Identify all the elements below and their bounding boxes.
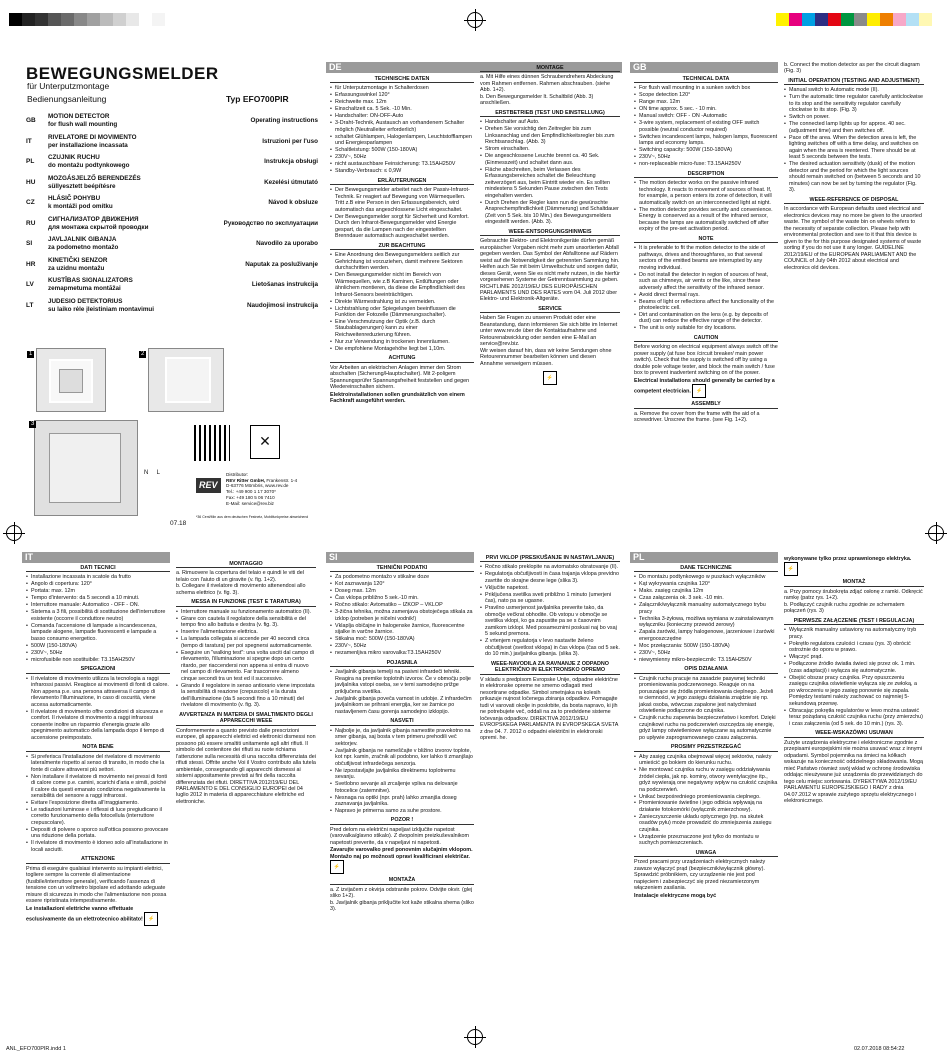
list-item: • Il rivelatore di movimento utilizza la tecnologia a raggi infrarossi passivi. Reagisce ai movimenti di fonti di calore. Non appena p.e. una persona attraversa il campo di rilevamento l'illuminazione, in caso di oscurità, viene accesa automaticamente. <box>26 676 170 708</box>
list-item: • 3-Draht-Technik, Austausch an vorhandenem Schalter möglich (Neutralleiter erforderlich) <box>330 120 474 133</box>
list-item: • non-replaceable micro-fuse: T3.15AH250V <box>634 161 778 167</box>
list-item: • schaltet Glühlampen, Halogenlampen, Leuchtstofflampen und Energiesparlampen <box>330 134 474 147</box>
detection-pattern-icon <box>194 425 230 461</box>
language-entry-ru <box>26 216 318 234</box>
language-t3: Naudojimosi instrukcija <box>246 301 318 309</box>
bullet-list <box>784 87 924 193</box>
language-t2: süllyesztett beépítésre <box>48 182 116 190</box>
list-item: • Interruttore manuale su funzionamento automatico (II). <box>176 609 316 615</box>
section-heading: PROSIMY PRZESTRZEGAĆ <box>634 744 778 751</box>
hazard-icon: ⚡ <box>784 562 798 576</box>
list-item: • Den Bewegungsmelder nicht im Bereich von Wärmequellen, wie z.B Kaminen, Entlüftungen oder ähnlichem montieren, da diese die Empfindlichkeit des Infrarot-Sensors beeinträchtigen. <box>330 272 474 298</box>
list-item: • 230V~, 50Hz <box>330 643 474 649</box>
list-item: • Switching capacity: 500W (150-180VA) <box>634 147 778 153</box>
list-item: • Evitare l'esposizione diretta all'irraggiamento. <box>26 800 170 806</box>
language-code: HU <box>26 178 36 186</box>
list-item: • Napravo je primerna samo za suhe prostore. <box>330 808 474 814</box>
language-t3: Istruzioni per l'uso <box>262 137 318 145</box>
section-heading: NOTE <box>634 236 778 243</box>
bullet-list <box>480 564 620 657</box>
footer-file: ANL_EFO700PIR.indd 1 <box>6 1046 66 1052</box>
section-heading: TECHNICAL DATA <box>634 76 778 83</box>
list-item: • Manual switch: OFF - ON -Automatic <box>634 113 778 119</box>
paragraph: Instalacje elektryczne mogą być <box>634 892 717 899</box>
paragraph: Le installazioni elettriche vanno effettuate esclusivamente da un elettrotecnico abilitato! <box>26 905 143 923</box>
language-code: LT <box>26 301 34 309</box>
bullet-list <box>634 245 778 332</box>
bullet-list <box>330 669 474 715</box>
section-heading: PRVI VKLOP (PRESKUŠANJE IN NASTAVLJANJE) <box>480 555 620 562</box>
section-heading: AVVERTENZA IN MATERIA DI SMALTIMENTO DEGLI APPARECCHI WEEE <box>176 712 316 726</box>
list-item: • Z vrtenjem regulatorja v levo nastavite želeno občutljivost (svetlost vklopa) in čas vklopa (čas od 5 sek. do 10 min.) javljalnika gibanja. (slika 3). <box>480 638 620 657</box>
paragraph <box>330 392 474 405</box>
list-item: • Fläche abschreiten, beim Verlassen des Erfassungsbereiches schaltet die Beleuchtung zeitverzögert aus, beim Eintritt wieder ein. Es sollten mindestens 5 Sekunden Pause zwischen den Tests eingehalten werden. <box>480 167 620 199</box>
list-item: • Do not install the detector in region of sources of heat, such as chimneys, air vents or the like, since these adversely affect the sensitivity of the infrared sensor. <box>634 272 778 291</box>
section-heading: DANE TECHNICZNE <box>634 565 778 572</box>
paragraph: Pred delom na električni napeljavi izključite napetost (varovalka/glavno stikalo). Z dvopolnim preizkuševalnikom napetosti preverite, da v napeljavi ni napetosti. <box>330 826 470 846</box>
it-column-1 <box>26 562 170 1030</box>
section-header-de: DE <box>326 62 622 73</box>
list-item: • Eseguire un "walking test": una volta usciti dal campo di rilevamento, l'illuminazione si spegne dopo un certo ritardo, per riaccendersi non appena si entra di nuovo nel campo di rilevamento. Far trascorrere almeno cinque secondi tra un test ed il successivo. <box>176 650 316 682</box>
language-t3: Lietošanas instrukcija <box>251 281 318 288</box>
list-item: • Si preferisca l'installazione del rivelatore di movimento lateralmente rispetto al senso di transito, in modo che la fonte di calore attraversi più settori. <box>26 754 170 773</box>
list-item: • Switches incandescent lamps, halogen lamps, fluorescent lamps and economy lamps. <box>634 134 778 147</box>
list-item: • Zapala żarówki, lampy halogenowe, jarzeniowe i żarówki energooszczędne <box>634 629 778 642</box>
section-heading: DATI TECNICI <box>26 565 170 572</box>
list-item: • Scope detection 120° <box>634 92 778 98</box>
list-item: • 3-žična tehnika, možna zamenjava obstoječega stikala za izklop (potreben je ničelni vodnik!) <box>330 609 474 622</box>
language-entry-si <box>26 236 318 254</box>
language-t2: za podometno montažo <box>48 244 119 251</box>
grayscale-bar <box>0 13 165 26</box>
language-code: IT <box>26 137 32 145</box>
paragraph <box>634 378 778 398</box>
rev-logo: REV <box>196 478 221 493</box>
figure-2: 2 <box>148 348 224 412</box>
registration-mark-icon <box>467 12 483 28</box>
section-heading: ATTENZIONE <box>26 856 170 863</box>
section-heading: POJASNILA <box>330 660 474 667</box>
list-item: • Range max. 12m <box>634 99 778 105</box>
registration-mark-icon <box>467 1029 483 1045</box>
language-code: CZ <box>26 199 35 206</box>
list-item: • Regulatorja občutljivosti in časa trajanja vklopa previdno zavrtite do skrajne desne lege (slika 3). <box>480 571 620 584</box>
bullet-list <box>634 676 778 741</box>
language-t1: KUSTĪBAS SIGNALIZATORS <box>48 277 133 284</box>
language-t2: per installazione incassata <box>48 141 128 149</box>
paragraph <box>26 906 170 926</box>
list-item: • Czas załączenia ok. 3 sek. -10 min. <box>634 595 778 601</box>
list-item: • Standby-Verbrauch: ≤ 0,9W <box>330 168 474 174</box>
list-item: • Nesnaga na optiki (npr. prah) lahko zmanjša doseg zaznavanja javljalnika. <box>330 795 474 808</box>
list-item: • Der Bewegungsmelder sorgt für Sicherheit und Komfort. Durch den Infrarot-Bewegungsmelder wird Energie gespart, da die Lampen nach der eingestellten Brenndauer automatisch ausgeschaltet werden. <box>330 214 474 240</box>
terminal-labels: N L <box>144 470 161 476</box>
language-t1: JAVLJALNIK GIBANJA <box>48 236 117 243</box>
section-header-si: SI <box>326 552 474 563</box>
list-item: • 500W (150-180VA) <box>26 643 170 649</box>
list-item: • microfusibile non sostituibile: T3.15AH250V <box>26 657 170 663</box>
paragraph: a. Przy pomocy śrubokręta zdjąć osłonę z ramki. Odkręcić ramkę (patrz rys. 1+2). b. Podłączyć czujnik ruchu zgodnie ze schematem połączeń (rys. 3) <box>784 588 923 615</box>
hazard-icon: ⚡ <box>144 912 158 926</box>
list-item: • The connected lamp lights up for approx. 40 sec. (adjustment time) and then switches off. <box>784 121 924 134</box>
list-item: • Inserire l'alimentazione elettrica. <box>176 629 316 635</box>
figure-1: 1 <box>36 348 106 412</box>
list-item: • Handschalter: ON-OFF-Auto <box>330 113 474 119</box>
list-item: • Promieniowanie świetlne i jego odbicia wpływają na działanie fotokomórki (wyłącznik zmierzchowy). <box>634 800 778 813</box>
hazard-icon: ⚡ <box>692 384 706 398</box>
list-item: • Najbolje je, da javljalnik gibanja namestite pravokotno na smer gibanja, saj bosta v tem primeru prehodili več sektorjev. <box>330 728 474 747</box>
list-item: • Durch Drehen der Regler kann nun die gewünschte Ansprechempfindlichkeit (Dämmerung) und Schaltdauer (Zeit von 5 Sek. bis 10 Min.) des Bewegungsmelders eingestellt werden. (Abb. 3). <box>480 200 620 226</box>
language-t1: JUDESIO DETEKTORIUS <box>48 297 123 305</box>
list-item: • Ročno stikalo preklopite na avtomatsko obratovanje (II). <box>480 564 620 570</box>
language-t1: RIVELATORE DI MOVIMENTO <box>48 133 137 141</box>
language-code: HR <box>26 260 36 268</box>
paragraph: Prima di eseguire qualsiasi intervento su impianti elettrici, togliere sempre la corrente di alimentazione (fusibile/interruttore generale), verificando l'assenza di tensione con un voltmetro bipolare ed adottando adeguate misure di sicurezza in modo che l'alimentazione non possa essere ripristinata intempestivamente. <box>26 865 167 905</box>
list-item: • Za podometno montažo v stikalne doze <box>330 574 474 580</box>
section-header-it: IT <box>22 552 170 563</box>
list-item: • Drehen Sie vorsichtig den Zeitregler bis zum Linksanschlag und den Empfindlichkeitsregler bis zum Rechtsanschlag. (Abb. 3) <box>480 126 620 145</box>
section-heading: ERLÄUTERUNGEN <box>330 178 474 185</box>
distributor-block: Distributor: REV Ritter GmbH, Frankenstr. 1-4 D-63776 Mömbris, www.rev.de Tel.: +49 900 1 17 3070* Fax: +49 180 5 06 7410 E-Mail: service@rev.biz <box>226 472 298 506</box>
language-t1: MOZGÁSJELZŐ BERENDEZÉS <box>48 174 141 182</box>
list-item: • Unikać bezpośredniego promieniowania cieplnego. <box>634 794 778 800</box>
footer-timestamp: 02.07.2018 08:54:22 <box>854 1046 905 1052</box>
list-item: • nezamenljiva mikro varovalka:T3.15AH250V <box>330 650 474 656</box>
list-item: • Turn the automatic time regulator carefully anticlockwise to its stop and the sensitivity regulator carefully clockwise to its stop. (Fig. 3) <box>784 94 924 113</box>
edition-date: 07.18 <box>170 520 187 527</box>
pl-column-1 <box>634 562 778 1030</box>
language-t2: для монтажа скрытой проводки <box>48 223 149 231</box>
list-item: • Lichtstrahlung oder Spiegelungen beeinflussen die Funktion der Fotozelle (Dämmerungsschalter). <box>330 306 474 319</box>
language-t3: Návod k obsluze <box>268 199 318 206</box>
list-item: • It is preferable to fit the motion detector to the side of pathways, drives and thoroughfares, so that several sectors of the emitted beams are interrupted by any moving individual. <box>634 245 778 271</box>
list-item: • Switch on power. <box>784 114 924 120</box>
language-t3: Instrukcja obsługi <box>264 158 318 165</box>
list-item: • La lampada collegata si accende per 40 secondi circa (tempo di taratura) per poi spegnersi automaticamente. <box>176 636 316 649</box>
list-item: • Pokrętło regulatora czułości i czasu (rys. 3) obrócić ostrożnie do oporu w prawo. <box>784 641 924 654</box>
section-heading: SPIEGAZIONI <box>26 666 170 673</box>
product-title: BEWEGUNGSMELDER <box>26 64 219 83</box>
language-code: LV <box>26 281 34 288</box>
section-heading: MONTAGE <box>480 65 620 72</box>
bullet-list <box>634 85 778 167</box>
list-item: • 230V~, 50Hz <box>634 650 778 656</box>
paragraph <box>330 847 474 874</box>
language-t1: СИГНАЛИЗАТОР ДВИЖЕНИЯ <box>48 215 139 223</box>
gb-column-2 <box>784 62 924 532</box>
list-item: • 230V~, 50Hz <box>634 154 778 160</box>
list-item: • Kot zaznavanja 120° <box>330 581 474 587</box>
section-heading: NASVETI <box>330 718 474 725</box>
section-heading: MONTAŽA <box>330 877 474 884</box>
section-heading: ACHTUNG <box>330 355 474 362</box>
list-item: • For flush wall mounting in a sunken switch box <box>634 85 778 91</box>
list-item: • Eine Anordnung des Bewegungsmelders seitlich zur Gehrichtung ist vorzuziehen, damit mehrere Sektoren durchschritten werden. <box>330 252 474 271</box>
list-item: • Technika 3-żyłowa, możliwa wymiana w zainstalowanym wyłączniku (konieczny przewód zerowy) <box>634 616 778 629</box>
list-item: • The unit is only suitable for dry locations. <box>634 325 778 331</box>
list-item: • Manual switch to Automatic mode (II). <box>784 87 924 93</box>
bullet-list <box>634 180 778 232</box>
section-heading: WEEE-ENTSORGUNGSHINWEIS <box>480 229 620 236</box>
section-heading: UWAGA <box>634 850 778 857</box>
it-column-2 <box>176 558 316 1028</box>
list-item: • Angolo di copertura: 120° <box>26 581 170 587</box>
product-type: Typ EFO700PIR <box>226 94 289 104</box>
section-heading: WEEE-WSKAZÓWKI USUWAN <box>784 730 924 737</box>
list-item: • Czujnik ruchu zapewnia bezpieczeństwo i komfort. Dzięki czujnikowi ruchu na podczerwień oszczędza się energię, gdyż lampy oświetleniowe wyłączane są automatycznie po upływie zaprogramowanego czasu załączenia. <box>634 715 778 741</box>
list-item: • Obracając pokrętła regulatorów w lewo można ustawić teraz pożądaną czułość czujnika ruchu (przy zmierzchu) i czas załączenia (od 5 sek. do 10 min.) (rys. 3). <box>784 708 924 727</box>
list-item: • Die angeschlossene Leuchte brennt ca. 40 Sek. (Einmesszeit) und schaltet dann aus. <box>480 153 620 166</box>
section-heading: ZUR BEACHTUNG <box>330 243 474 250</box>
section-heading: SERVICE <box>480 306 620 313</box>
list-item: • Eine Verschmutzung der Optik (z.B. durch Staubablagerungen) kann zu einer Reichweitenreduzierung führen. <box>330 319 474 338</box>
language-t3: Kezelési útmutató <box>264 178 318 186</box>
list-item: • 230V~, 50Hz <box>26 650 170 656</box>
list-item: • Vklaplja običajne in halogenske žarnice, fluorescentne sijalke in varčne žarnice. <box>330 623 474 636</box>
list-item: • Nur zur Verwendung in trockenen Innenräumen. <box>330 339 474 345</box>
list-item: • Javljalnik gibanja temelji na pasivni infrardeči tehniki. Reagira na premike toplotnih izvorov. Če v območju polje javljalnika vstopi oseba, se v temi samodejno prižge priključena svetilka. <box>330 669 474 695</box>
list-item: • Obejść obszar pracy czujnika. Przy opuszczeniu zasięgu czujnika oświetlenie wyłącza się ze zwłoką, a po wkroczeniu w jego zasięg ponownie się zapala. Pomiędzy testami należy zachować co najmniej 5-sekundową przerwę. <box>784 675 924 707</box>
paragraph: Haben Sie Fragen zu unseren Produkt oder eine Beanstandung, dann informieren Sie sich bitte im Internet unter www.rev.de über die Kontaktaufnahme und Retourenabwicklung oder senden eine E-Mail an service@rev.biz. Wir weisen darauf hin, dass wir keine Sendungen ohne Retourennummer bearbeiten können und diesen Annahme verweigern müssen. <box>480 315 618 367</box>
section-heading: WEEE-NAVODILA ZA RAVNANJE Z ODPADNO ELEKTRIČNO IN ELEKTRONSKO OPREMO <box>480 661 620 675</box>
bullet-list <box>26 676 170 741</box>
language-entry-hr <box>26 257 318 275</box>
list-item: • Reichweite max. 12m <box>330 99 474 105</box>
language-t2: k montáži pod omítku <box>48 203 113 210</box>
registration-mark-icon <box>6 525 22 541</box>
section-heading: MONTAŻ <box>784 579 924 586</box>
language-t2: su laiko rėle įleistiniam montavimui <box>48 305 155 313</box>
list-item: • Girare con cautela il regolatore della sensibilità e del tempo fino allo battuta e destra (v. fig. 3). <box>176 616 316 629</box>
section-heading: TECHNISCHE DATEN <box>330 76 474 83</box>
bullet-list <box>330 574 474 656</box>
list-item: • Pace off the area. When the detection area is left, the lighting switches off with a time delay, and switches on again when the area is reentered. There should be at least 5 seconds between the tests. <box>784 135 924 161</box>
language-t2: for flush wall mounting <box>48 121 118 128</box>
de-column-1 <box>330 73 474 533</box>
language-t3: Руководство по эксплуатации <box>223 219 318 227</box>
bullet-list <box>330 252 474 352</box>
list-item: • Non installare il rivelatore di movimento nei pressi di fonti di calore come p.e. camini, scarichi d'aria e simili, poiché il calore da questi emanato condiziona negativamente la sensibilità del sensore a raggi infrarossi. <box>26 774 170 800</box>
language-t1: MOTION DETECTOR <box>48 113 110 120</box>
bullet-list <box>330 187 474 239</box>
list-item: • Direkte Wärmestrahlung ist zu vermeiden. <box>330 299 474 305</box>
weee-bin-icon: ✕ <box>250 425 280 459</box>
section-heading: OPIS DZIAŁANIA <box>634 666 778 673</box>
list-item: • Moc przełączania: 500W (150-180VA) <box>634 643 778 649</box>
language-code: RU <box>26 219 36 227</box>
bullet-list <box>330 85 474 174</box>
paragraph: a. Rimuovere la copertura del telaio e quindi le viti del telaio con l'aiuto di un giravite (v. fig. 1+2). b. Collegare il rivelatore di movimento attenendosi allo schema elettrico (v. fig. 3). <box>176 570 306 596</box>
color-bar <box>776 13 932 26</box>
paragraph: Elektroinstallationen sollen grundsätzlich von einem Fachkraft ausgeführt werden. <box>330 391 465 405</box>
language-t3: Operating instructions <box>250 117 318 124</box>
list-item: • Il rivelatore di movimento offre condizioni di sicurezza e comfort. Il rivelatore di movimento a raggi infrarossi consente inoltre un risparmio d'energia grazie allo spegnimento automatico della lampada dopo il tempo di accensione preimpostato. <box>26 709 170 741</box>
list-item: • Ročno stikalo: Avtomatiko – IZKOP – VKLOP <box>330 602 474 608</box>
language-entry-lt <box>26 298 318 316</box>
list-item: • Aby zasięg czujnika obejmował więcej sektorów, należy umieścić go bokiem do kierunku ruchu. <box>634 754 778 767</box>
language-t1: CZUJNIK RUCHU <box>48 154 100 161</box>
language-entry-it <box>26 134 318 152</box>
language-t1: KINETIČKI SENZOR <box>48 256 108 264</box>
list-item: • Le radiazioni luminose e i riflessi di luce pregiudicano il corretto funzionamento della fotocellula (interruttore crepuscolare). <box>26 807 170 826</box>
section-heading: CAUTION <box>634 335 778 342</box>
list-item: • Il rivelatore di movimento è idoneo solo all'installazione in locali asciutti. <box>26 840 170 853</box>
registration-mark-icon <box>928 525 944 541</box>
hazard-icon: ⚡ <box>543 371 557 385</box>
list-item: • Włączyć prąd. <box>784 654 924 660</box>
section-heading: INITIAL OPERATION (TESTING AND ADJUSTMENT) <box>784 78 924 85</box>
list-item: • ON time approx. 5 sec. - 10 min. <box>634 106 778 112</box>
list-item: • Strom einschalten. <box>480 146 620 152</box>
paragraph: In accordance with European defaults used electrical and electronics devices may no more be given to the unsorted waste. The symbol of the waste bin on wheels refers to the necessity of separate collection. Please help with environmental protection and see to it that this device is given to the for this purpose designated systems of waste sorting if you do not use it any longer. GUIDELINE 2012/19/EU of the EUROPEAN PARLIAMENT AND the COUNCIL of July 04th 2012 about electrical and electronics old devices. <box>784 206 922 271</box>
section-heading: ERSTBETRIEB (TEST UND EINSTELLUNG) <box>480 110 620 117</box>
list-item: • Vključite napetost. <box>480 585 620 591</box>
section-heading: NOTA BENE <box>26 744 170 751</box>
list-item: • Čas vklopa približno 5 sek.-10 min. <box>330 595 474 601</box>
list-item: • Der Bewegungsmelder arbeitet nach der Passiv-Infrarot-Technik. Er reagiert auf Bewegung von Wärmequellen. Tritt z.B eine Person in den Erfassungsbereich, wird automatisch das angeschlossene Licht eingeschaltet. <box>330 187 474 213</box>
language-code: SI <box>26 240 33 247</box>
bullet-list <box>26 574 170 663</box>
paragraph: a. Remove the cover from the frame with the aid of a screwdriver. Unscrew the frame. (see Fig. 1+2). <box>634 410 760 424</box>
paragraph: Przed pracami przy urządzeniach elektrycznych należy zawsze wyłączyć prąd (bezpiecznik/wyłącznik główny). Sprawdzić próbnikiem, czy urządzenie nie jest pod napięciem i zabezpieczyć się przed niezamierzonym włączeniem zasilania. <box>634 859 766 892</box>
list-item: • 230V~, 50Hz <box>330 154 474 160</box>
list-item: • Javljalnik gibanja ne nameščajte v bližino izvorov toplote, kot npr. kamin, zračnik ali podobno, ker lahko ti zmanjšajo občutljivost infrardečega senzorja. <box>330 748 474 767</box>
paragraph: b. Connect the motion detector as per the circuit diagram (Fig. 3) <box>784 62 920 75</box>
list-item: • nicht austauschbare Feinsicherung: T3.15AH250V <box>330 161 474 167</box>
paragraph: Vor Arbeiten an elektrischen Anlagen immer den Strom abschalten (Sicherung/Hauptschalter). Mit 2-poligem Spannungsprüfer Spannungsfreiheit feststellen und gegen Wiedereinschalten sichern. <box>330 364 470 391</box>
si-column-2 <box>480 552 620 1028</box>
language-t2: zemapmetuma montāžai <box>48 285 121 292</box>
bullet-list <box>634 574 778 663</box>
list-item: • Doseg max. 12m <box>330 588 474 594</box>
paragraph: Conformemente a quanto previsto dalle prescrizioni europee, gli apparecchi elettrici ed elettronici dismessi non possono più essere smaltiti unitamente agli altri rifiuti. Il simbolo del contenitore dei rifiuti su ruote richiama l'attenzione sulla necessità di una raccolta differenziata dei rifiuti stessi. Offrite anche Voi il Vostro contributo alla tutela ambientale, consegnando gli apparecchi dismessi ai sistemi appositamente previsti ai fini della raccolta differenziata dei rifiuti. DIRETTIVA 2012/19/EU DEL PARLAMENTO E DEL CONSIGLIO EUROPEI del 04 luglio 2012 in materia di apparecchiature elettriche ed elettroniche. <box>176 727 316 805</box>
list-item: • Interruttore manuale: Automatico - OFF - ON. <box>26 602 170 608</box>
list-item: • Einschaltzeit ca. 5 Sek. -10 Min. <box>330 106 474 112</box>
paragraph: Zavarujte varovalko pred ponovnim slučajnim vklopom. Montažo naj po možnosti opravi kvalificirani električar. <box>330 847 473 860</box>
list-item: • Beams of light or reflections affect the functionality of the photoelectric cell. <box>634 299 778 312</box>
language-t3: Naputak za posluživanje <box>245 260 318 268</box>
section-header-gb: GB <box>630 62 778 73</box>
list-item: • für Unterputzmontage in Schalterdosen <box>330 85 474 91</box>
list-item: • Girando il regolatore in senso antiorario viene impostata la sensibilità di reazione (crepuscolo) e la durata dell'illuminazione (da 5 secondi fino a 10 minuti) del rivelatore di movimento (v. fig. 3). <box>176 683 316 709</box>
language-entry-lv <box>26 277 318 295</box>
list-item: • Wyłącznik manualny ustawiony na automatyczny tryb pracy. <box>784 627 924 640</box>
product-subtitle: für Unterputzmontage <box>27 81 110 91</box>
list-item: • Pravilno usmerjenost javljalnika preverite tako, da območje večkrat obhodite. Ob vstopu v območje se svetilka vklopi, ko ga zapustite pa se s časovnim zamikom izklopi. Med posameznimi poskusi naj bo vsaj 5 sekund premora. <box>480 605 620 637</box>
language-entry-hu <box>26 175 318 193</box>
price-note: *36 Cent/Min aus dem deutschen Festnetz, Mobilfunkpreise abweichend <box>196 515 309 519</box>
paragraph: Before working on electrical equipment always switch off the power supply (at fuse box /circuit breaker/ main power switch). Check that the supply is switched off by using a double pole voltage tester, and block the main switch / fuse box to prevent inadvertent switching on of the power. <box>634 344 778 377</box>
list-item: • Zanieczyszczenie układu optycznego (np. na skutek osadów pyłu) może prowadzić do zmniejszenia zasięgu czujnika. <box>634 814 778 833</box>
bullet-list <box>330 728 474 815</box>
list-item: • Avoid direct thermal rays. <box>634 292 778 298</box>
list-item: • Stikalna moč: 500W (150-180VA) <box>330 636 474 642</box>
list-item: • Do montażu podtynkowego w puszkach wyłączników <box>634 574 778 580</box>
paragraph <box>634 893 778 899</box>
bullet-list <box>480 119 620 225</box>
paragraph: wykonywane tylko przez uprawnionego elektryka. <box>784 556 912 562</box>
paragraph: V skladu s predpisom Evropske Unije, odpadne električne in elektronske opreme ne smemo odlagati med nesortirane odpadke. Simbol smetnjaka na kolesih prikazuje nujnost ločenega zbiranja odpadkov. Pomagajte tudi vi varovati okolje in poskrbite, da bosta napravo, ki jih ne potrebujete več, oddali na za to predvidene sisteme ločevanja odpadkov. DIREKTIVA 2012/19/EU EVROPSKEGA PARLAMENTA IN EVROPSKEGA SVETA z dne 04. 7. 2012 o odpadni električni in elektronski opremi. he. <box>480 676 619 742</box>
list-item: • Installazione incassata in scatole da frutto <box>26 574 170 580</box>
list-item: • The motion detector works on the passive infrared technology. It reacts to movement of sources of heat. If, for example, a person enters its zone of detection, it will automatically switch on an interconnected light at night. <box>634 180 778 206</box>
manual-label: Bedienungsanleitung <box>27 94 107 104</box>
pl-column-2 <box>784 556 924 1030</box>
bullet-list <box>176 609 316 709</box>
list-item: • Schaltleistung: 500W (150-180VA) <box>330 147 474 153</box>
list-item: • Depositi di polvere o sporco sull'ottica possono provocare una riduzione della portata. <box>26 827 170 840</box>
si-column-1 <box>330 562 474 1030</box>
paragraph <box>784 556 924 576</box>
section-heading: ASSEMBLY <box>634 401 778 408</box>
list-item: • Sistema a 3 fili, possibilità di sostituzione dell'interruttore esistente (occorre il conduttore neutro) <box>26 609 170 622</box>
section-heading: POZOR ! <box>330 817 474 824</box>
list-item: • Ne izpostavljajte javljalnika direktnemu toplotnemu sevanju. <box>330 768 474 781</box>
paragraph: Gebrauchte Elektro- und Elektronikgeräte dürfen gemäß europäischer Vorgaben nicht mehr zum unsortierten Abfall gegeben werden. Das Symbol der Abfalltonne auf Rädern weist auf die Notwendigkeit der getrennten Sammlung hin. Helfen auch Sie mit beim Umweltschutz und sorgen dafür, dieses Gerät, wenn Sie es nicht mehr nutzen, in die hierfür vorgesehenen Systeme der Getrenntsammlung zu geben. RICHTLINIE 2012/19/EU DES EUROPÄISCHEN PARLAMENTS UND DES RATES vom 04. Juli 2012 über Elektro- und Elektronik-Altgeräte. <box>480 238 620 303</box>
section-heading: WEEE-REFERENCE OF DISPOSAL <box>784 197 924 204</box>
section-heading: PIERWSZE ZAŁĄCZENIE (TEST I REGULACJA) <box>784 618 924 625</box>
list-item: • Portata: max. 12m <box>26 588 170 594</box>
figure-3: 3 <box>34 420 138 516</box>
list-item: • Comanda l'accensione di lampade a incandescenza, lampade alogene, lampade fluorescenti e lampade a basso consumo energetico. <box>26 623 170 642</box>
section-heading: MESSA IN FUNZIONE (TEST E TARATURA) <box>176 599 316 606</box>
list-item: • Erfassungswinkel 120° <box>330 92 474 98</box>
list-item: • Nie montować czujnika ruchu w zasięgu oddziaływania źródeł ciepła, jak np. kominy, otwory wentylacyjne itp., gdyż wywierają one negatywny wpływ na czułość czujnika na podczerwień. <box>634 767 778 793</box>
list-item: • The motion detector provides security and convenience. Energy is conserved as a result of the infrared sensor, because the lamps are automatically switched off after expiry of the pre-set activation period. <box>634 207 778 233</box>
list-item: • Priključena svetilka sveti približno 1 minuto (umerjeni čas), nato pa se ugasne. <box>480 592 620 605</box>
section-heading: MONTAGGIO <box>176 561 316 568</box>
language-t1: HLÁSIČ POHYBU <box>48 195 101 202</box>
language-entry-gb <box>26 113 318 131</box>
bullet-list <box>634 754 778 847</box>
language-t3: Navodilo za uporabo <box>256 240 318 247</box>
list-item: • Czujnik ruchu pracuje na zasadzie pasywnej techniki promieniowania podczerwonego. Reaguje on na poruszające się źródła promieniowania cieplnego. Jeżeli w ciemności, w jego zasięgu działania znajdzie się np. jakaś osoba, wówczas zapalone jest natychmiast oświetlenie podłączone do czujnika. <box>634 676 778 715</box>
gb-column-1 <box>634 73 778 533</box>
section-heading: DESCRIPTION <box>634 171 778 178</box>
list-item: • Javljalnik gibanja poveča varnost in udobje. Z infrardečim javljalnikom se prihrani energija, ker se žarnice po nastavljenem času gorenja samodejno izklopijo. <box>330 696 474 715</box>
language-entry-pl <box>26 154 318 172</box>
bullet-list <box>26 754 170 854</box>
list-item: • Kąt wykrywania czujnika 120° <box>634 581 778 587</box>
list-item: • Załącznik/wyłącznik manualny automatycznego trybu pracy <box>634 602 778 615</box>
language-code: GB <box>26 117 36 124</box>
list-item: • Tempo d'intervento: da 5 secondi a 10 minuti. <box>26 595 170 601</box>
section-header-pl: PL <box>630 552 778 563</box>
list-item: • niewymienny mikro-bezpiecznik: T3.15AH250V <box>634 657 778 663</box>
language-t2: do montażu podtynkowego <box>48 162 130 169</box>
paragraph: Electrical installations should generally be carried by a competent electrician. <box>634 377 775 395</box>
paragraph: a. Mit Hilfe eines dünnen Schraubendrehers Abdeckung vom Rahmen entfernen. Rahmen abschrauben. (siehe Abb. 1+2). b. Den Bewegungsmelder lt. Schaltbild (Abb. 3) anschließen. <box>480 74 614 107</box>
de-column-2 <box>480 62 620 532</box>
list-item: • Handschalter auf Auto. <box>480 119 620 125</box>
language-code: PL <box>26 158 35 165</box>
list-item: • 3-wire system, replacement of existing OFF switch possible (neutral conductor required) <box>634 120 778 133</box>
list-item: • Podłączone źródło światła świeci się przez ok. 1 min. (czas adaptacji) i wyłącza się automatycznie. <box>784 661 924 674</box>
paragraph: a. Z izvijačem z okvirja odstranite pokrov. Odvijte okvir. (glej sliko 1+2). b. Javljalnik gibanja priključite kot kaže stikalna shema (sliko 3). <box>330 886 474 913</box>
list-item: • Dirt and contamination on the lens (e.g. by deposits of dust) can reduce the effective range of the detector. <box>634 312 778 325</box>
list-item: • Urządzenie przeznaczone jest tylko do montażu w suchych pomieszczeniach. <box>634 834 778 847</box>
bullet-list <box>784 627 924 727</box>
list-item: • Die empfohlene Montagehöhe liegt bei 1,10m. <box>330 346 474 352</box>
language-entry-cz <box>26 195 318 213</box>
paragraph: Zużyte urządzenia elektryczne i elektroniczne zgodnie z przepisami europejskimi nie można usuwać wraz z innymi odpadami. Symbol pojemnika na śmieci na kółkach wskazuje na konieczność oddzielnego składowania. Mogą mieć Państwo również swój wkład w ochronę środowiska oddając nieużywane już urządzenia do przewidzianych do tego celu miejsc sortowania. DYREKTYWA 2012/19/EU PARLAMENTU EUROPEJSKIEGO I RADY z dnia 04.07.2012 w sprawie zużytego sprzętu elektrycznego i elektronicznego. <box>784 739 924 804</box>
list-item: • The desired actuation sensitivity (dusk) of the motion detector and the period for which the light sources should remain switched on (between 5 seconds and 10 minutes) can now be set by turning the regulator (Fig. 3). <box>784 161 924 193</box>
list-item: • Svetlobno sevanje ali zrcaljenje vpliva na delovanje fotocelice (zatemnitve). <box>330 781 474 794</box>
language-t2: za uzidnu montažu <box>48 264 105 272</box>
hazard-icon: ⚡ <box>330 860 344 874</box>
list-item: • Maks. zasięg czujnika 12m <box>634 588 778 594</box>
section-heading: TEHNIČNI PODATKI <box>330 565 474 572</box>
